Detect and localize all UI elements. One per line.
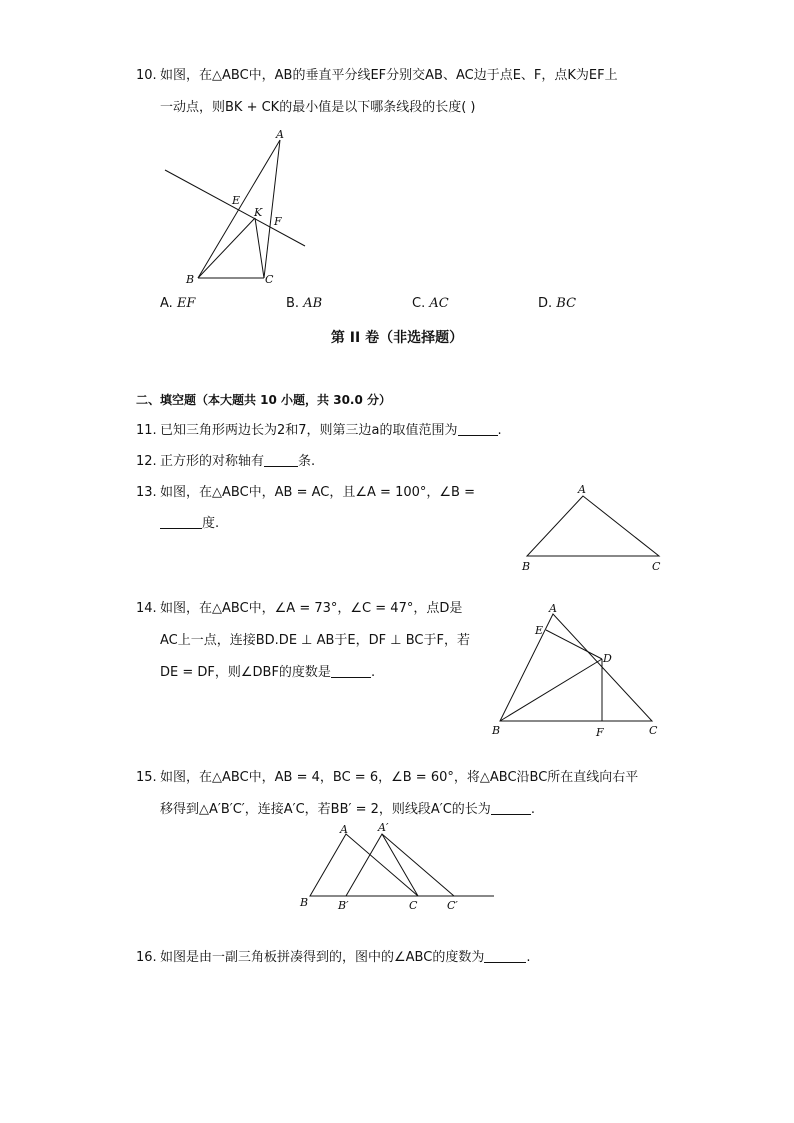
q15-label-A: A xyxy=(340,823,348,836)
q10-text-2: 一动点，则BK + CK的最小值是以下哪条线段的长度( ) xyxy=(160,100,476,115)
q15-label-B2: B′ xyxy=(338,899,349,912)
q10-option-d[interactable]: D. BC xyxy=(538,296,577,311)
q10-seg-BK xyxy=(198,218,255,278)
q16-answer-blank[interactable] xyxy=(484,948,526,963)
q10-label-A: A xyxy=(276,128,284,141)
q14-text-end: . xyxy=(370,665,376,680)
q10-option-c[interactable]: C. AC xyxy=(412,296,449,311)
q15-text-1: 如图，在△ABC中，AB = 4，BC = 6，∠B = 60°，将△ABC沿BC所在直线向右平 xyxy=(160,770,639,785)
q11-text: 已知三角形两边长为2和7，则第三边a的取值范围为 xyxy=(160,423,458,438)
q14-text-1: 如图，在△ABC中，∠A = 73°，∠C = 47°，点D是 xyxy=(160,601,463,616)
q12-text: 正方形的对称轴有 xyxy=(160,454,265,469)
q13-label-A: A xyxy=(578,483,586,496)
q13-line1 xyxy=(136,483,475,503)
q12-number: 12. xyxy=(136,454,157,469)
q14-label-B: B xyxy=(492,724,501,737)
q15-number: 15. xyxy=(136,770,157,785)
q10-line1 xyxy=(136,66,618,86)
q10-seg-AB xyxy=(198,140,280,278)
q16-number: 16. xyxy=(136,950,157,965)
q16-text: 如图是由一副三角板拼凑得到的，图中的∠ABC的度数为 xyxy=(160,950,485,965)
q15-text-end: . xyxy=(530,802,535,817)
q14-text-3: DE = DF，则∠DBF的度数是 xyxy=(160,665,331,680)
q10-seg-AC xyxy=(264,140,280,278)
q10-number: 10. xyxy=(136,68,157,83)
q13-label-B: B xyxy=(522,560,531,573)
q10-figure xyxy=(160,128,310,288)
q14-label-F: F xyxy=(596,726,604,739)
q12-answer-blank[interactable] xyxy=(264,452,298,467)
q14-figure xyxy=(488,600,668,740)
q10-label-B: B xyxy=(186,273,195,286)
q15-seg-A2C xyxy=(382,834,418,896)
q14-label-A: A xyxy=(549,602,557,615)
q16-text-end: . xyxy=(526,950,531,965)
q13-text-2: 度. xyxy=(202,516,220,531)
q10-label-F: F xyxy=(274,215,282,228)
q13-line2 xyxy=(160,514,219,534)
q13-text-1: 如图，在△ABC中，AB = AC，且∠A = 100°，∠B = xyxy=(160,485,475,500)
q14-line1 xyxy=(136,599,462,619)
q14-line3 xyxy=(160,663,375,683)
q15-figure xyxy=(296,820,506,915)
q10-label-E: E xyxy=(232,194,241,207)
q15-line1 xyxy=(136,768,638,788)
q13-label-C: C xyxy=(652,560,661,573)
q10-seg-KC xyxy=(255,218,264,278)
q14-number: 14. xyxy=(136,601,157,616)
q15-label-C: C xyxy=(409,899,418,912)
q16-line xyxy=(136,948,530,968)
q11-text-end: . xyxy=(497,423,502,438)
q14-line2 xyxy=(160,631,470,651)
q10-option-b[interactable]: B. AB xyxy=(286,296,323,311)
q13-triangle xyxy=(527,496,659,556)
q14-answer-blank[interactable] xyxy=(331,663,371,678)
q15-line2 xyxy=(160,800,535,820)
q15-answer-blank[interactable] xyxy=(491,800,531,815)
q11-line xyxy=(136,421,502,441)
part2-heading: 二、填空题（本大题共 10 小题，共 30.0 分） xyxy=(136,393,392,407)
q13-number: 13. xyxy=(136,485,157,500)
q15-text-2: 移得到△A′B′C′，连接A′C，若BB′ = 2，则线段A′C的长为 xyxy=(160,802,491,817)
q10-line2 xyxy=(160,98,475,118)
q13-figure xyxy=(515,482,675,577)
q10-label-K: K xyxy=(254,206,263,219)
q14-label-E: E xyxy=(535,624,544,637)
q15-label-A2: A′ xyxy=(378,821,389,834)
q15-label-B: B xyxy=(300,896,309,909)
q14-text-2: AC上一点，连接BD.DE ⊥ AB于E，DF ⊥ BC于F，若 xyxy=(160,633,470,648)
q11-number: 11. xyxy=(136,423,157,438)
q14-label-C: C xyxy=(649,724,658,737)
q15-label-C2: C′ xyxy=(447,899,458,912)
q10-text-1: 如图，在△ABC中，AB的垂直平分线EF分别交AB、AC边于点E、F，点K为EF上 xyxy=(160,68,618,83)
q10-perp-bisector xyxy=(165,170,305,246)
q12-text-end: 条. xyxy=(298,454,316,469)
q14-triangle xyxy=(500,614,652,721)
q14-seg-DE xyxy=(546,630,602,659)
q11-answer-blank[interactable] xyxy=(458,421,498,436)
section-title: 第 II 卷（非选择题） xyxy=(330,330,464,346)
q10-option-a[interactable]: A. EF xyxy=(160,296,196,311)
q10-label-C: C xyxy=(265,273,274,286)
q12-line xyxy=(136,452,315,472)
q13-answer-blank[interactable] xyxy=(160,514,202,529)
q14-label-D: D xyxy=(603,652,612,665)
